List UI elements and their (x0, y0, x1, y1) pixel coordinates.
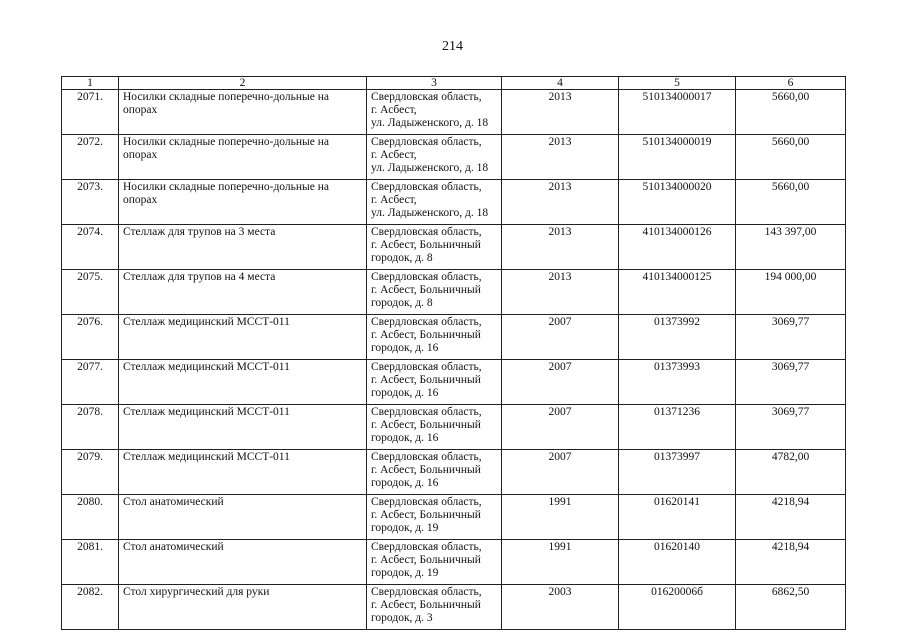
address-cell: Свердловская область, г. Асбест, Больничный городок, д. 3 (367, 585, 502, 630)
year-cell: 2007 (502, 315, 619, 360)
item-name-cell: Стеллаж медицинский МССТ-011 (119, 405, 367, 450)
cost-cell: 4218,94 (736, 495, 846, 540)
item-name-cell: Стол анатомический (119, 540, 367, 585)
inventory-number-cell: 410134000125 (619, 270, 736, 315)
address-cell: Свердловская область, г. Асбест, Больничный городок, д. 16 (367, 405, 502, 450)
row-number-cell: 2077. (62, 360, 119, 405)
address-cell: Свердловская область, г. Асбест, Больничный городок, д. 19 (367, 495, 502, 540)
item-name-cell: Носилки складные поперечно-дольные на опорах (119, 135, 367, 180)
table-row (62, 180, 846, 225)
cost-cell: 5660,00 (736, 180, 846, 225)
table-header (62, 77, 846, 90)
cost-cell: 5660,00 (736, 90, 846, 135)
cost-cell: 194 000,00 (736, 270, 846, 315)
cost-cell: 3069,77 (736, 315, 846, 360)
table-row (62, 585, 846, 630)
row-number-cell: 2081. (62, 540, 119, 585)
table-row (62, 540, 846, 585)
table-row (62, 135, 846, 180)
cost-cell: 3069,77 (736, 360, 846, 405)
address-cell: Свердловская область, г. Асбест, Больничный городок, д. 16 (367, 315, 502, 360)
cost-cell: 4218,94 (736, 540, 846, 585)
table-row (62, 315, 846, 360)
cost-cell: 4782,00 (736, 450, 846, 495)
inventory-number-cell: 01620141 (619, 495, 736, 540)
row-number-cell: 2074. (62, 225, 119, 270)
inventory-number-cell: 01373997 (619, 450, 736, 495)
year-cell: 2013 (502, 135, 619, 180)
inventory-number-cell: 01373993 (619, 360, 736, 405)
address-cell: Свердловская область, г. Асбест, Больничный городок, д. 16 (367, 360, 502, 405)
column-header: 5 (619, 77, 736, 90)
inventory-table (61, 76, 846, 630)
table-row (62, 405, 846, 450)
table-row (62, 90, 846, 135)
inventory-number-cell: 01371236 (619, 405, 736, 450)
year-cell: 2013 (502, 90, 619, 135)
table-row (62, 270, 846, 315)
item-name-cell: Стеллаж для трупов на 4 места (119, 270, 367, 315)
year-cell: 2013 (502, 180, 619, 225)
row-number-cell: 2079. (62, 450, 119, 495)
column-header: 1 (62, 77, 119, 90)
address-cell: Свердловская область, г. Асбест, ул. Ладыженского, д. 18 (367, 90, 502, 135)
table-row (62, 225, 846, 270)
item-name-cell: Носилки складные поперечно-дольные на опорах (119, 180, 367, 225)
year-cell: 2013 (502, 270, 619, 315)
header-row (62, 77, 846, 90)
item-name-cell: Стеллаж медицинский МССТ-011 (119, 450, 367, 495)
table-row (62, 495, 846, 540)
address-cell: Свердловская область, г. Асбест, ул. Ладыженского, д. 18 (367, 135, 502, 180)
row-number-cell: 2072. (62, 135, 119, 180)
inventory-number-cell: 510134000019 (619, 135, 736, 180)
address-cell: Свердловская область, г. Асбест, Больничный городок, д. 8 (367, 225, 502, 270)
year-cell: 1991 (502, 495, 619, 540)
inventory-number-cell: 410134000126 (619, 225, 736, 270)
row-number-cell: 2075. (62, 270, 119, 315)
table-body (62, 90, 846, 630)
item-name-cell: Стеллаж для трупов на 3 места (119, 225, 367, 270)
year-cell: 2007 (502, 360, 619, 405)
row-number-cell: 2073. (62, 180, 119, 225)
year-cell: 1991 (502, 540, 619, 585)
item-name-cell: Стол хирургический для руки (119, 585, 367, 630)
column-header: 3 (367, 77, 502, 90)
row-number-cell: 2078. (62, 405, 119, 450)
year-cell: 2007 (502, 450, 619, 495)
year-cell: 2013 (502, 225, 619, 270)
address-cell: Свердловская область, г. Асбест, Больничный городок, д. 8 (367, 270, 502, 315)
item-name-cell: Стол анатомический (119, 495, 367, 540)
address-cell: Свердловская область, г. Асбест, Больничный городок, д. 19 (367, 540, 502, 585)
column-header: 4 (502, 77, 619, 90)
table-row (62, 450, 846, 495)
address-cell: Свердловская область, г. Асбест, ул. Ладыженского, д. 18 (367, 180, 502, 225)
item-name-cell: Носилки складные поперечно-дольные на опорах (119, 90, 367, 135)
cost-cell: 5660,00 (736, 135, 846, 180)
page-number: 214 (442, 39, 463, 54)
row-number-cell: 2071. (62, 90, 119, 135)
cost-cell: 3069,77 (736, 405, 846, 450)
item-name-cell: Стеллаж медицинский МССТ-011 (119, 315, 367, 360)
inventory-number-cell: 01620006б (619, 585, 736, 630)
column-header: 2 (119, 77, 367, 90)
item-name-cell: Стеллаж медицинский МССТ-011 (119, 360, 367, 405)
row-number-cell: 2082. (62, 585, 119, 630)
row-number-cell: 2080. (62, 495, 119, 540)
inventory-number-cell: 510134000020 (619, 180, 736, 225)
inventory-number-cell: 510134000017 (619, 90, 736, 135)
inventory-number-cell: 01620140 (619, 540, 736, 585)
inventory-number-cell: 01373992 (619, 315, 736, 360)
table-row (62, 360, 846, 405)
year-cell: 2007 (502, 405, 619, 450)
cost-cell: 143 397,00 (736, 225, 846, 270)
cost-cell: 6862,50 (736, 585, 846, 630)
year-cell: 2003 (502, 585, 619, 630)
address-cell: Свердловская область, г. Асбест, Больничный городок, д. 16 (367, 450, 502, 495)
row-number-cell: 2076. (62, 315, 119, 360)
column-header: 6 (736, 77, 846, 90)
